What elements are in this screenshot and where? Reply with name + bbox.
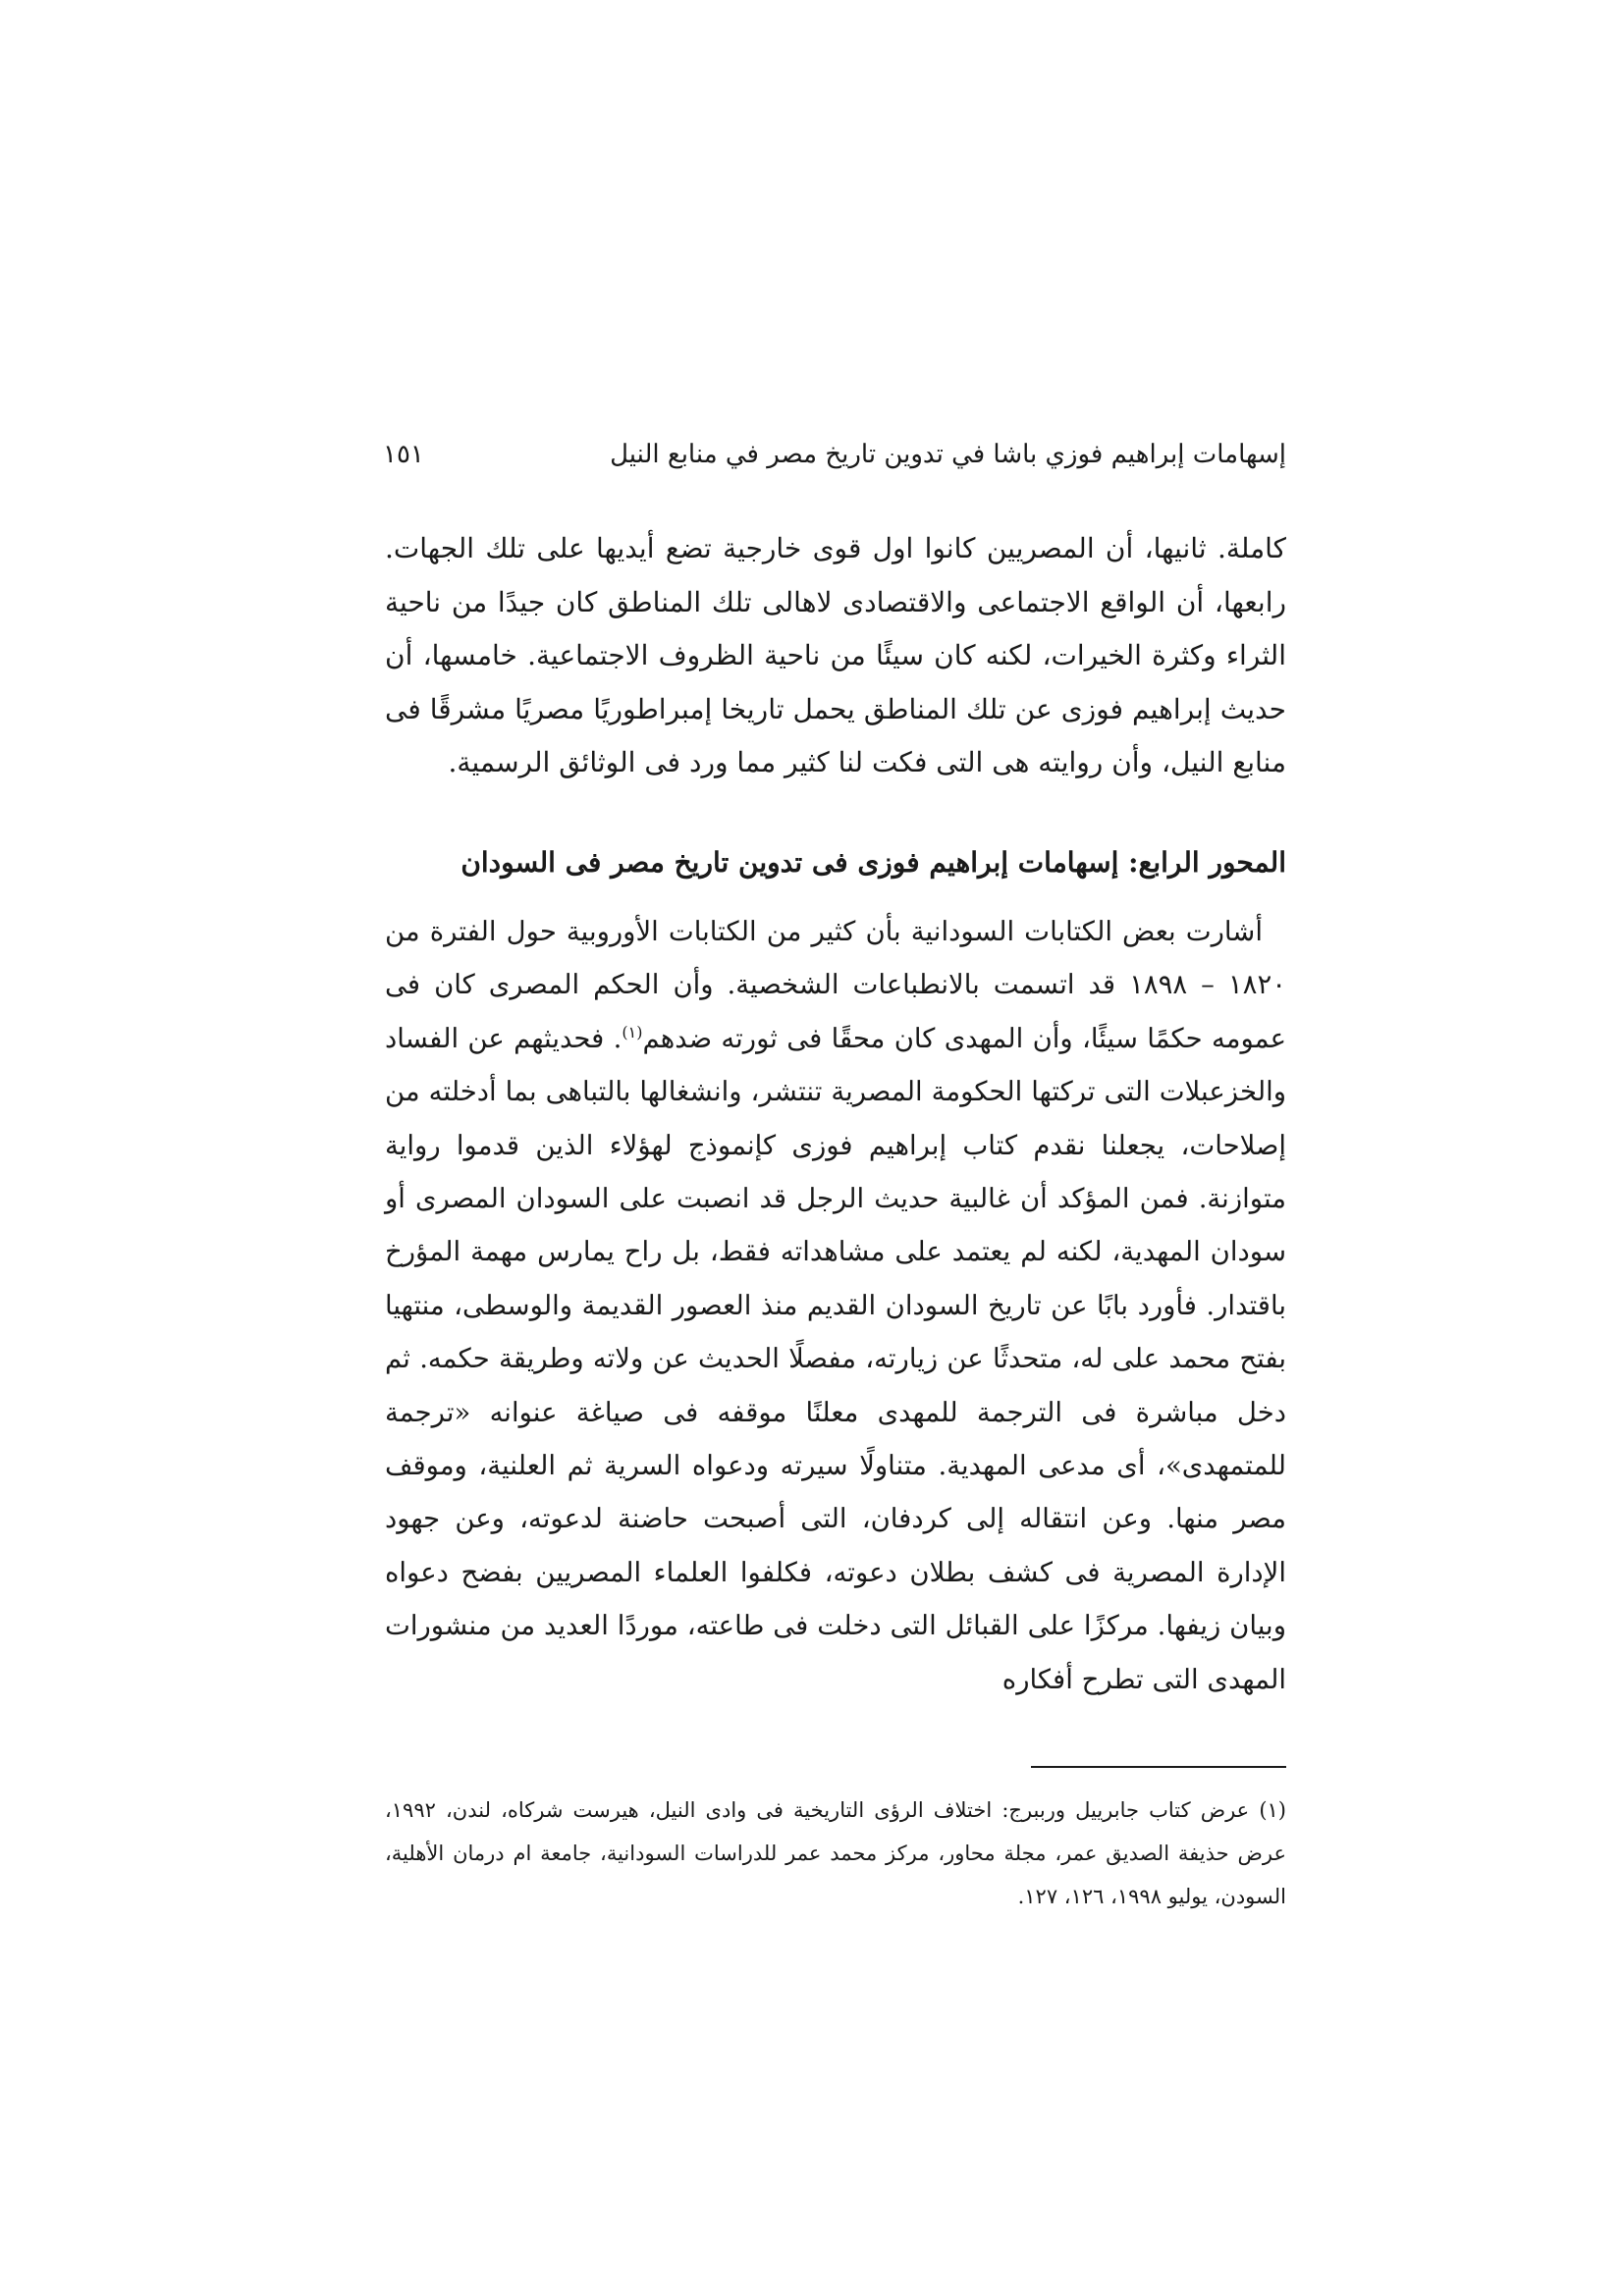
footnote-separator bbox=[1031, 1766, 1286, 1768]
paragraph-text-before-ref: أشارت بعض الكتابات السودانية بأن كثير من الكتابات الأوروبية حول الفترة من ١٨٢٠ – ١٨٩٨ قد اتسمت بالانطباعات الشخصية. وأن الحكم المصرى كان فى عمومه حكمًا سيئًا، وأن المهدى كان محقًا فى ثورته ضدهم bbox=[385, 916, 1286, 1054]
running-header bbox=[383, 440, 1286, 479]
footnote-reference[interactable]: (١) bbox=[622, 1022, 643, 1041]
section-heading: المحور الرابع: إسهامات إبراهيم فوزى فى تدوين تاريخ مصر فى السودان bbox=[460, 846, 1286, 879]
header-title: إسهامات إبراهيم فوزي باشا في تدوين تاريخ مصر في منابع النيل bbox=[610, 440, 1286, 469]
page-number: ١٥١ bbox=[383, 440, 424, 469]
paragraph-main bbox=[385, 905, 1286, 1706]
footnote: (١) عرض كتاب جابرييل ورببرج: اختلاف الرؤى التاريخية فى وادى النيل، هيرست شركاه، لندن، ١٩٩٢، عرض حذيفة الصديق عمر، مجلة محاور، مركز محمد عمر للدراسات السودانية، جامعة ام درمان الأهلية، السودن، يوليو ١٩٩٨، ١٢٦، ١٢٧. bbox=[385, 1798, 1286, 1908]
paragraph-continuation: كاملة. ثانيها، أن المصريين كانوا اول قوى خارجية تضع أيديها على تلك الجهات. رابعها، أن الواقع الاجتماعى والاقتصادى لاهالى تلك المناطق كان جيدًا من ناحية الثراء وكثرة الخيرات، لكنه كان سيئًا من ناحية الظروف الاجتماعية. خامسها، أن حديث إبراهيم فوزى عن تلك المناطق يحمل تاريخا إمبراطوريًا مصريًا مشرقًا فى منابع النيل، وأن روايته هى التى فكت لنا كثير مما ورد فى الوثائق الرسمية. bbox=[385, 532, 1286, 778]
paragraph-text-after-ref: . فحديثهم عن الفساد والخزعبلات التى تركتها الحكومة المصرية تنتشر، وانشغالها بالتباهى بما أدخلته من إصلاحات، يجعلنا نقدم كتاب إبراهيم فوزى كإنموذج لهؤلاء الذين قدموا رواية متوازنة. فمن المؤكد أن غالبية حديث الرجل قد انصبت على السودان المصرى أو سودان المهدية، لكنه لم يعتمد على مشاهداته فقط، بل راح يمارس مهمة المؤرخ باقتدار. فأورد بابًا عن تاريخ السودان القديم منذ العصور القديمة والوسطى، منتهيا بفتح محمد على له، متحدثًا عن زيارته، مفصلًا الحديث عن ولاته وطريقة حكمه. ثم دخل مباشرة فى الترجمة للمهدى معلنًا موقفه فى صياغة عنوانه «ترجمة للمتمهدى»، أى مدعى المهدية. متناولًا سيرته ودعواه السرية ثم العلنية، وموقف مصر منها. وعن انتقاله إلى كردفان، التى أصبحت حاضنة لدعوته، وعن جهود الإدارة المصرية فى كشف بطلان دعوته، فكلفوا العلماء المصريين بفضح دعواه وبيان زيفها. مركزًا على القبائل التى دخلت فى طاعته، موردًا العديد من منشورات المهدى التى تطرح أفكاره bbox=[385, 1022, 1286, 1695]
